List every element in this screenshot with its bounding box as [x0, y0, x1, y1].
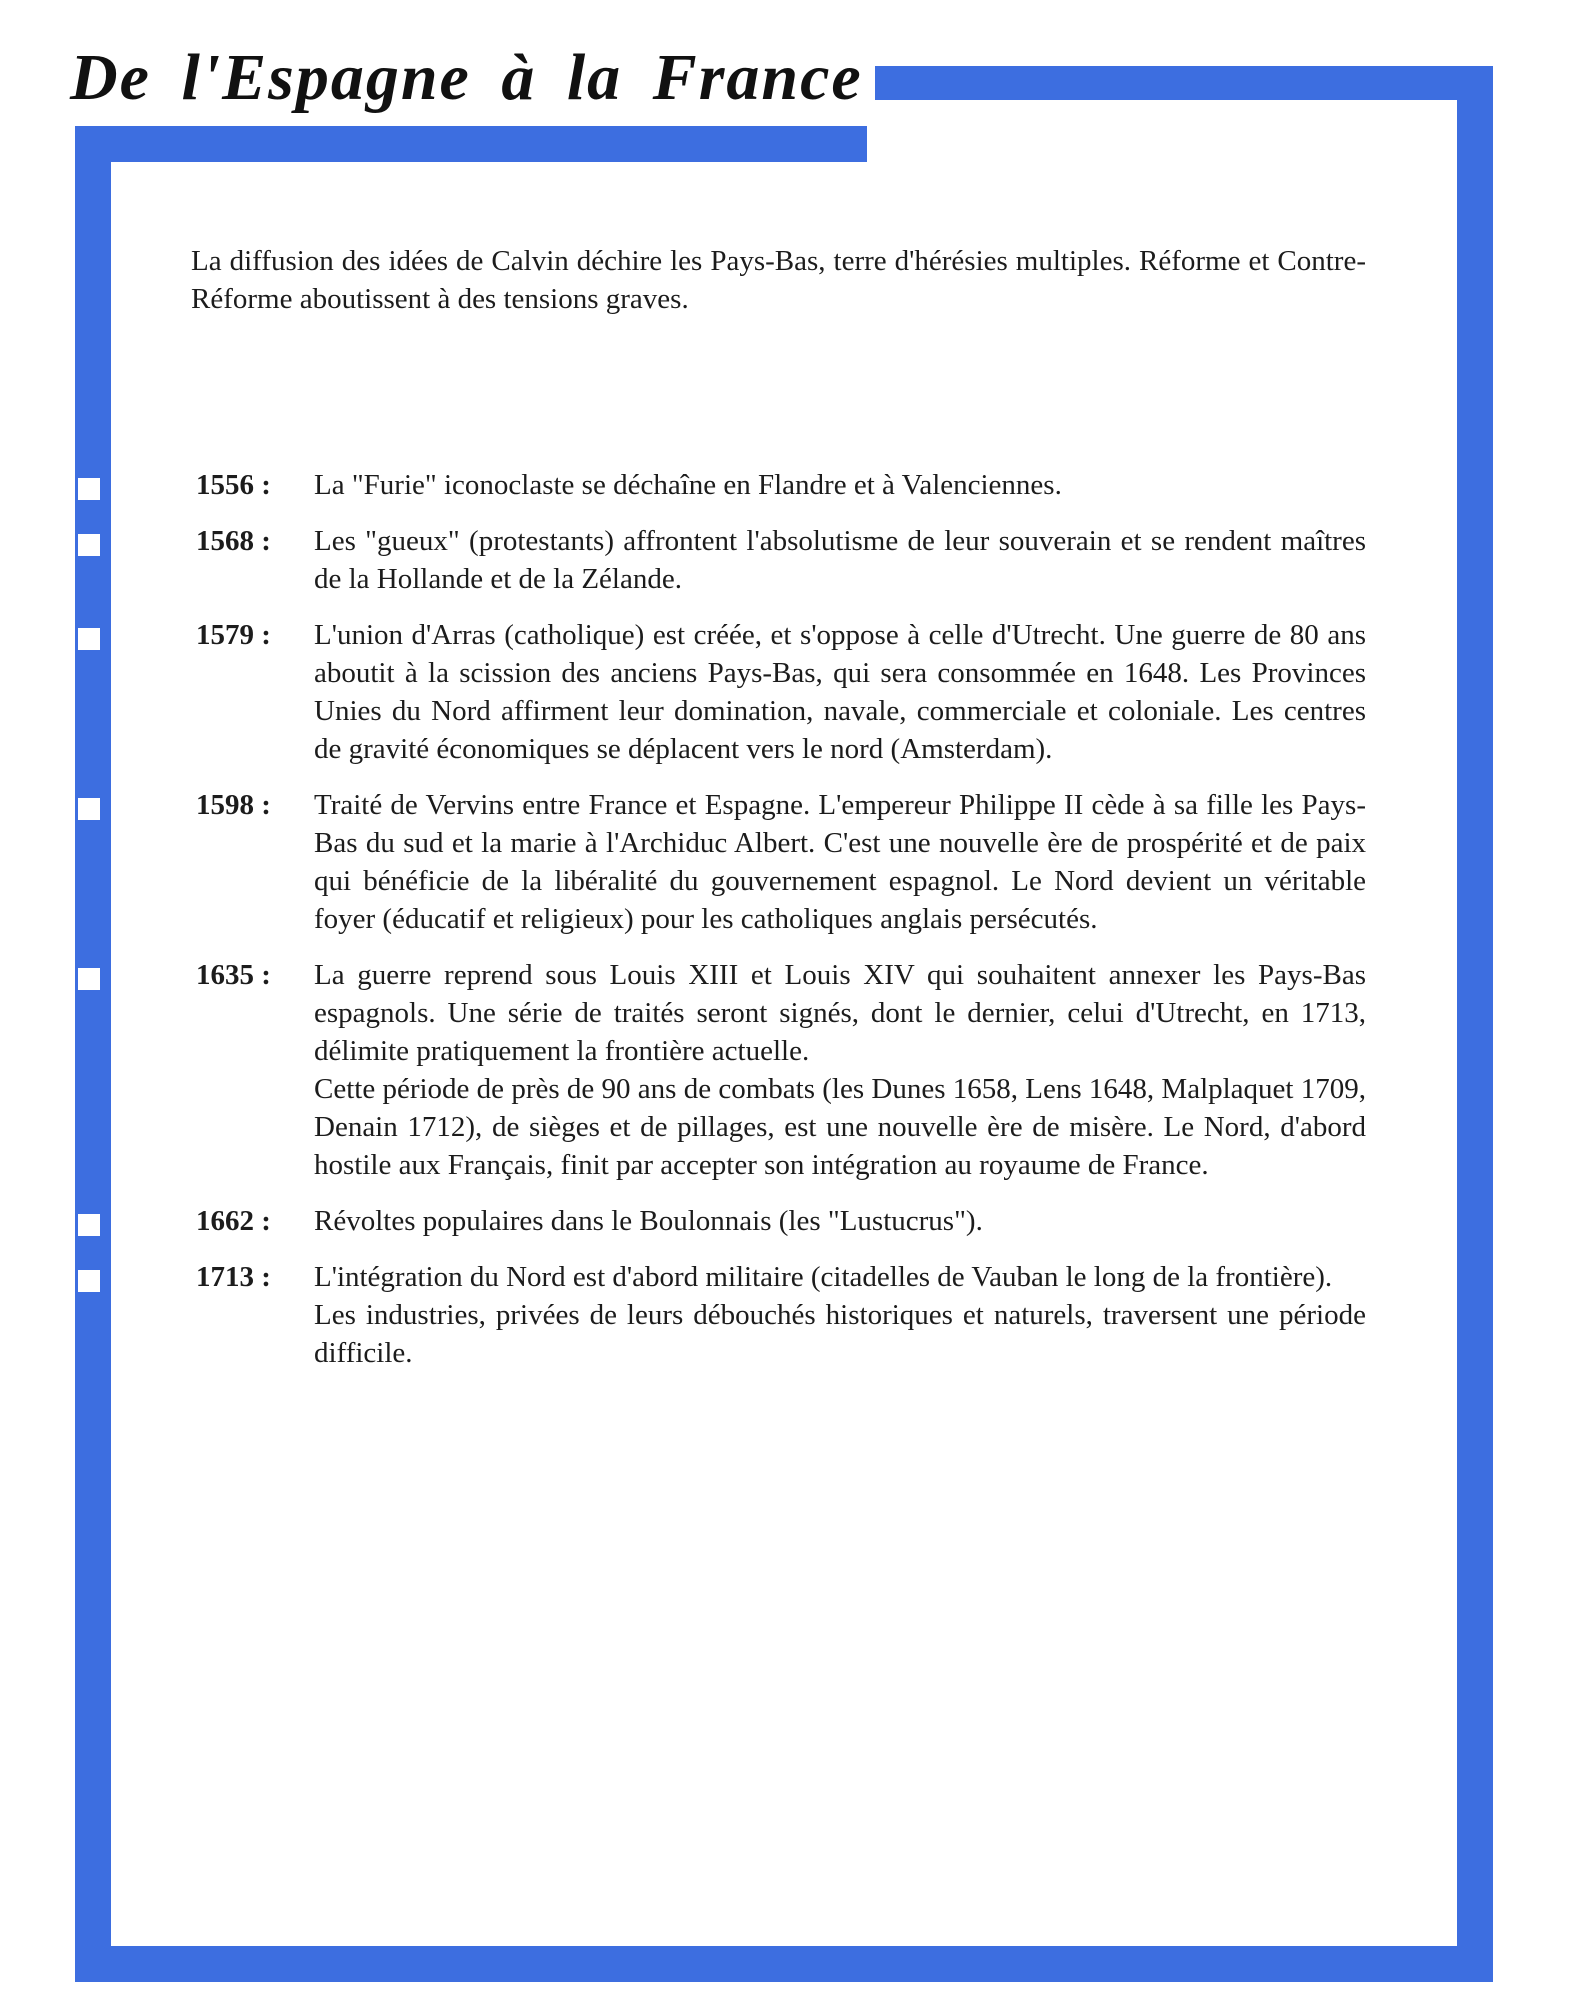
entry-text — [314, 1258, 1366, 1372]
entry-paragraph: Traité de Vervins entre France et Espagne. L'empereur Philippe II cède à sa fille les Pays-Bas du sud et la marie à l'Archiduc Albert. C'est une nouvelle ère de prospérité et de paix qui bénéficie de la libéralité du gouvernement espagnol. Le Nord devient un véritable foyer (éducatif et religieux) pour les catholiques anglais persécutés. — [314, 789, 1366, 935]
timeline-entry — [0, 1258, 1585, 1372]
frame-top-bar — [875, 66, 1493, 100]
timeline-entry — [0, 616, 1585, 768]
entry-year: 1713 : — [196, 1261, 271, 1293]
entry-paragraph: Les industries, privées de leurs débouchés historiques et naturels, traversent une période difficile. — [314, 1299, 1366, 1369]
entry-year: 1556 : — [196, 469, 271, 501]
bullet-square-icon — [78, 968, 100, 990]
page-title: De l'Espagne à la France — [70, 41, 863, 114]
entry-year: 1579 : — [196, 619, 271, 651]
entry-paragraph: L'intégration du Nord est d'abord militaire (citadelles de Vauban le long de la frontière). — [314, 1261, 1333, 1293]
entry-year: 1635 : — [196, 959, 271, 991]
timeline — [0, 466, 1585, 1390]
entry-text — [314, 956, 1366, 1184]
bullet-square-icon — [78, 798, 100, 820]
timeline-entry — [0, 956, 1585, 1184]
bullet-square-icon — [78, 1214, 100, 1236]
entry-year: 1568 : — [196, 525, 271, 557]
timeline-entry — [0, 522, 1585, 598]
entry-text — [314, 466, 1366, 504]
intro-paragraph: La diffusion des idées de Calvin déchire les Pays-Bas, terre d'hérésies multiples. Réforme et Contre-Réforme aboutissent à des tensions graves. — [191, 245, 1366, 315]
bullet-square-icon — [78, 534, 100, 556]
timeline-entry — [0, 1202, 1585, 1240]
bullet-square-icon — [78, 1270, 100, 1292]
entry-text — [314, 522, 1366, 598]
entry-paragraph: Révoltes populaires dans le Boulonnais (les "Lustucrus"). — [314, 1205, 983, 1237]
entry-paragraph: Les "gueux" (protestants) affrontent l'absolutisme de leur souverain et se rendent maîtres de la Hollande et de la Zélande. — [314, 525, 1366, 595]
timeline-entry — [0, 786, 1585, 938]
entry-paragraph: L'union d'Arras (catholique) est créée, et s'oppose à celle d'Utrecht. Une guerre de 80 ans aboutit à la scission des anciens Pays-Bas, qui sera consommée en 1648. Les Provinces Unies du Nord affirment leur domination, navale, commerciale et coloniale. Les centres de gravité économiques se déplacent vers le nord (Amsterdam). — [314, 619, 1366, 765]
entry-paragraph: Cette période de près de 90 ans de combats (les Dunes 1658, Lens 1648, Malplaquet 1709, Denain 1712), de sièges et de pillages, est une nouvelle ère de misère. Le Nord, d'abord hostile aux Français, finit par accepter son intégration au royaume de France. — [314, 1073, 1366, 1181]
entry-text — [314, 616, 1366, 768]
bullet-square-icon — [78, 478, 100, 500]
entry-paragraph: La guerre reprend sous Louis XIII et Louis XIV qui souhaitent annexer les Pays-Bas espagnols. Une série de traités seront signés, dont le dernier, celui d'Utrecht, en 1713, délimite pratiquement la frontière actuelle. — [314, 959, 1366, 1067]
title-underline-bar — [75, 126, 867, 162]
entry-year: 1662 : — [196, 1205, 271, 1237]
frame-bottom-bar — [75, 1946, 1493, 1982]
entry-paragraph: La "Furie" iconoclaste se déchaîne en Flandre et à Valenciennes. — [314, 469, 1062, 501]
entry-year: 1598 : — [196, 789, 271, 821]
timeline-entry — [0, 466, 1585, 504]
bullet-square-icon — [78, 628, 100, 650]
entry-text — [314, 786, 1366, 938]
entry-text — [314, 1202, 1366, 1240]
